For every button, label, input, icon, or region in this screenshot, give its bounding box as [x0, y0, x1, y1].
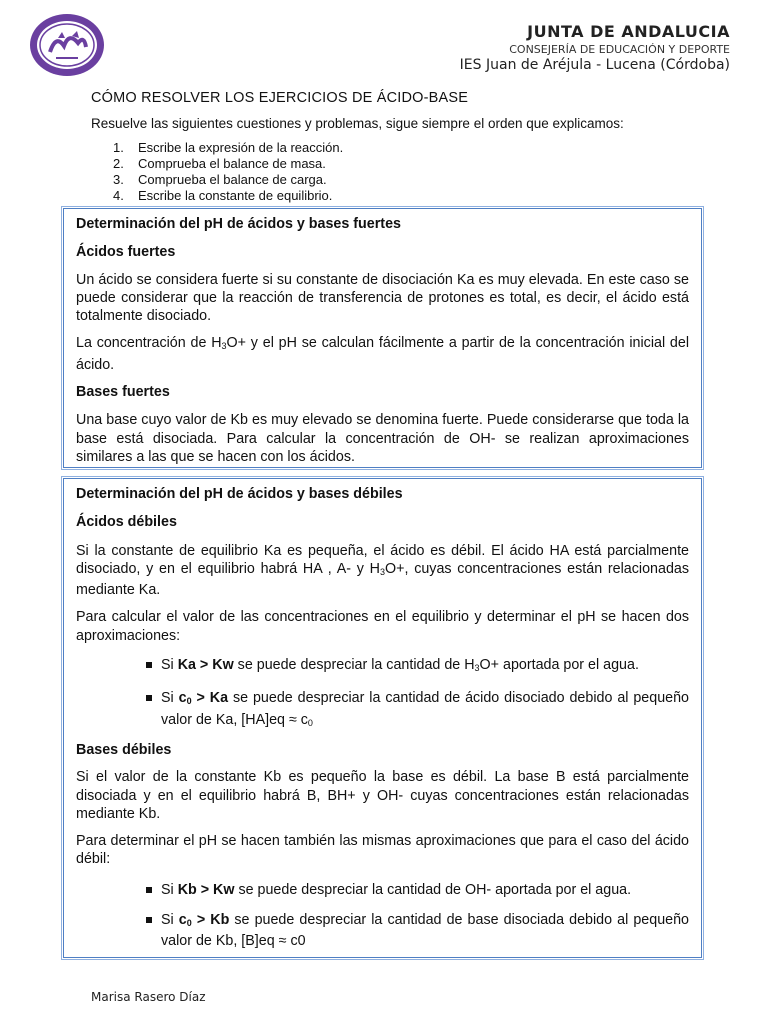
bullet-square-icon — [146, 917, 152, 923]
list-item: 3. Comprueba el balance de carga. — [113, 172, 327, 187]
subsection-heading: Ácidos fuertes — [76, 244, 176, 261]
paragraph: Una base cuyo valor de Kb es muy elevado se denomina fuerte. Puede considerarse que toda la base está disociada. Para calcular la concentración de OH- se realizan aproximaciones similares a las que se hacen con los ácidos. — [76, 412, 689, 465]
section-heading: Determinación del pH de ácidos y bases débiles — [76, 486, 403, 502]
intro-text: Resuelve las siguientes cuestiones y problemas, sigue siempre el orden que explicamos: — [91, 116, 624, 131]
department-name: CONSEJERÍA DE EDUCACIÓN Y DEPORTE — [509, 43, 730, 56]
list-item: 1. Escribe la expresión de la reacción. — [113, 140, 344, 155]
bullet-item: Si Kb > Kw se puede despreciar la cantidad de OH- aportada por el agua. — [76, 881, 689, 899]
school-name: IES Juan de Aréjula - Lucena (Córdoba) — [459, 57, 730, 73]
page-title: CÓMO RESOLVER LOS EJERCICIOS DE ÁCIDO-BASE — [91, 90, 469, 106]
subsection-heading: Ácidos débiles — [76, 514, 177, 531]
bullet-item: Si Ka > Kw se puede despreciar la cantidad de $H_3O+$ aportada por el agua. — [76, 656, 689, 677]
steps-list — [113, 140, 343, 204]
paragraph: Para calcular el valor de las concentraciones en el equilibrio y determinar el pH se hacen dos aproximaciones: — [76, 609, 689, 644]
paragraph: Si el valor de la constante Kb es pequeño la base es débil. La base B está parcialmente disociada y en el equilibrio habrá B, BH+ y OH- cuyas concentraciones están relacionadas mediante Kb. — [76, 769, 689, 822]
bullet-square-icon — [146, 662, 152, 668]
school-seal-icon — [28, 12, 106, 78]
org-name: JUNTA DE ANDALUCIA — [527, 22, 730, 41]
paragraph: La concentración de $H_3O+ y$ el pH se calculan fácilmente a partir de la concentración inicial del ácido. — [76, 335, 689, 373]
subsection-heading: Bases débiles — [76, 741, 172, 758]
list-item: 2. Comprueba el balance de masa. — [113, 156, 326, 171]
bullet-item: Si $c_0 > Ka$ se puede despreciar la cantidad de ácido disociado debido al pequeño valor de Ka, $[HA]eq \approx c_0$ — [76, 689, 689, 732]
footer-author: Marisa Rasero Díaz — [91, 990, 206, 1004]
section-heading: Determinación del pH de ácidos y bases fuertes — [76, 216, 401, 232]
bullet-item: Si $c_0 > Kb$ se puede despreciar la cantidad de base disociada debido al pequeño valor de Kb, [B]eq ≈ c0 — [76, 911, 689, 951]
weak-acids-bases-box — [63, 478, 702, 958]
subsection-heading: Bases fuertes — [76, 384, 170, 401]
bullet-square-icon — [146, 887, 152, 893]
strong-acids-bases-box — [63, 208, 702, 468]
paragraph: Para determinar el pH se hacen también las mismas aproximaciones que para el caso del ácido débil: — [76, 833, 689, 868]
paragraph: Un ácido se considera fuerte si su constante de disociación Ka es muy elevada. En este caso se puede considerar que la reacción de transferencia de protones es total, es decir, el ácido está totalmente disociado. — [76, 271, 689, 325]
paragraph: Si la constante de equilibrio Ka es pequeña, el ácido es débil. El ácido HA está parcialmente disociado, y en el equilibrio habrá HA , A- y $H_3O+$, cuyas concentraciones están relacionadas mediante Ka. — [76, 542, 689, 599]
page-header — [460, 22, 730, 73]
bullet-square-icon — [146, 695, 152, 701]
list-item: 4. Escribe la constante de equilibrio. — [113, 188, 333, 203]
